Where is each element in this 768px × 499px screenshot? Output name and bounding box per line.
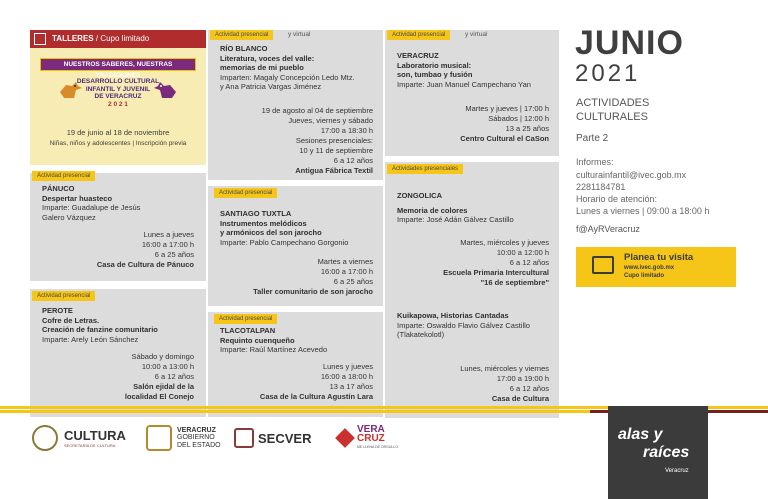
flower-icon: [335, 428, 355, 448]
activity-tag: Actividad presencial: [214, 314, 277, 324]
poster-line: DESARROLLO CULTURAL: [76, 78, 160, 85]
cultura-sub: SECRETARÍA DE CULTURA: [64, 443, 116, 448]
schedule-perote: [42, 352, 194, 402]
computer-hand-icon: [592, 256, 614, 274]
workshop-icon: [34, 33, 46, 45]
schedule-note: 10 y 11 de septiembre: [299, 146, 373, 155]
schedule-age: 6 a 25 años: [154, 250, 194, 259]
event-title: son, tumbao y fusión: [397, 70, 473, 79]
cultura-text: CULTURA: [64, 428, 126, 443]
event-instructor: Imparten: Magaly Concepción Ledo Mtz.: [220, 72, 355, 82]
event-instructor: Imparte: Juan Manuel Campechano Yan: [397, 79, 531, 89]
event-city: SANTIAGO TUXTLA: [220, 209, 292, 218]
event-title: Creación de fanzine comunitario: [42, 325, 158, 334]
event-instructor: Imparte: José Adán Gálvez Castillo: [397, 215, 514, 224]
year-title: 2021: [575, 60, 641, 87]
schedule-venue: "16 de septiembre": [480, 278, 549, 287]
activity-tag: Actividad presencial: [214, 188, 277, 198]
schedule-santiago-tuxtla: [212, 257, 373, 297]
contact-phone: 2281184781: [576, 182, 626, 192]
schedule-age: 13 a 17 años: [329, 382, 373, 391]
event-title: y armónicos del son jarocho: [220, 228, 322, 237]
schedule-time: 16:00 a 18:00 h: [320, 372, 373, 381]
activity-tag: Actividades presenciales: [387, 164, 463, 174]
poster-line: DE VERACRUZ: [94, 93, 142, 100]
event-zongolica: [397, 191, 557, 225]
schedule-venue: Casa de Cultura: [491, 394, 549, 403]
event-veracruz: [397, 51, 557, 89]
event-instructor: Imparte: Guadalupe de Jesús: [42, 203, 141, 212]
schedule-days: Martes a viernes: [317, 257, 373, 266]
hours-value: Lunes a viernes | 09:00 a 18:00 h: [576, 206, 710, 216]
footer-stripe: [0, 410, 590, 413]
schedule-dates: 19 de agosto al 04 de septiembre: [261, 106, 373, 115]
activity-tag: Actividad presencial: [387, 30, 450, 40]
schedule-age: 6 a 12 años: [509, 384, 549, 393]
event-title: memorias de mi pueblo: [220, 63, 304, 72]
talleres-poster: [30, 48, 206, 165]
event-perote: [42, 306, 202, 344]
poster-line: INFANTIL Y JUVENIL: [85, 85, 151, 93]
event-title: Memoria de colores: [397, 205, 468, 215]
visit-url[interactable]: www.ivec.gob.mx: [624, 265, 675, 271]
schedule-venue: Taller comunitario de son jarocho: [253, 287, 373, 296]
plan-visit-box[interactable]: [576, 247, 736, 287]
schedule-days: Lunes a jueves: [143, 230, 194, 239]
event-title: Cofre de Letras.: [42, 315, 100, 325]
schedule-venue: localidad El Conejo: [124, 392, 194, 401]
activity-tag: Actividad presencial: [32, 291, 95, 301]
schedule-days: Lunes, miércoles y viernes: [460, 364, 549, 373]
schedule-time: 16:00 a 17:00 h: [141, 240, 194, 249]
event-santiago-tuxtla: [220, 209, 380, 247]
alas-y-raices-logo: [608, 406, 708, 499]
schedule-time: 10:00 a 13:00 h: [141, 362, 194, 371]
poster-audience: Niñas, niños y adolescentes | Inscripción previa: [49, 140, 187, 147]
schedule-age: 6 a 12 años: [154, 372, 194, 381]
social-handle[interactable]: f@AyRVeracruz: [576, 224, 640, 234]
activity-tag-virtual: y virtual: [288, 31, 311, 38]
schedule-time: Sábados | 12:00 h: [488, 114, 549, 123]
schedule-time: 17:00 a 19:00 h: [496, 374, 549, 383]
event-city: VERACRUZ: [397, 51, 439, 60]
event-tlacotalpan: [220, 326, 380, 355]
logo-secver: [234, 418, 311, 458]
schedule-venue: Salón ejidal de la: [133, 382, 194, 391]
event-city: ZONGOLICA: [397, 191, 442, 200]
event-instructor: Imparte: Arely León Sánchez: [42, 334, 139, 344]
schedule-time: 17:00 a 18:30 h: [320, 126, 373, 135]
hours-label: Horario de atención:: [576, 194, 658, 204]
schedule-age: 6 a 12 años: [509, 258, 549, 267]
event-title: Laboratorio musical:: [397, 60, 472, 70]
poster-title: [30, 78, 206, 108]
vera-sub: ME LLENA DE ORGULLO: [357, 444, 399, 449]
event-instructor: Imparte: Raúl Martínez Acevedo: [220, 345, 328, 354]
poster-line: 2 0 2 1: [108, 100, 128, 108]
schedule-venue: Centro Cultural el CaSon: [460, 134, 549, 143]
event-title: Instrumentos melódicos: [220, 218, 307, 228]
event-instructor: Galero Vázquez: [42, 212, 96, 222]
alas-text: alas y: [618, 426, 663, 443]
event-instructor: Imparte: Pablo Campechano Gorgonio: [220, 237, 349, 247]
activity-tag: Actividad presencial: [32, 171, 95, 181]
schedule-veracruz: [389, 104, 549, 144]
activity-tag: Actividad presencial: [210, 30, 273, 40]
schedule-kuikapowa: [389, 364, 549, 404]
cruz-text: CRUZ: [357, 432, 385, 444]
logo-vera-cruz: [338, 418, 398, 458]
schedule-venue: Antigua Fábrica Textil: [295, 166, 373, 175]
schedule-days: Martes y jueves | 17:00 h: [465, 104, 549, 113]
schedule-days: Martes, miércoles y jueves: [460, 238, 549, 247]
schedule-age: 13 a 25 años: [505, 124, 549, 133]
schedule-age: 6 a 25 años: [333, 277, 373, 286]
estado-text: DEL ESTADO: [177, 441, 221, 449]
event-instructor: y Ana Patricia Vargas Jiménez: [220, 82, 322, 91]
visit-title: Planea tu visita: [624, 252, 694, 263]
schedule-panuco: [42, 230, 194, 270]
schedule-tlacotalpan: [212, 362, 373, 402]
event-panuco: [42, 184, 202, 222]
schedule-time: 10:00 a 12:00 h: [496, 248, 549, 257]
raices-text: raíces: [643, 444, 690, 461]
activities-label-2: CULTURALES: [576, 111, 648, 123]
schedule-age: 6 a 12 años: [333, 156, 373, 165]
visit-note: Cupo limitado: [624, 273, 664, 279]
event-city: RÍO BLANCO: [220, 44, 268, 53]
event-rio-blanco: [220, 44, 380, 92]
event-instructor: (Tlakatekolotl): [397, 330, 445, 339]
talleres-header: [30, 30, 206, 48]
talleres-label: TALLERES: [52, 34, 94, 43]
schedule-note: Sesiones presenciales:: [295, 136, 373, 145]
logo-cultura: [32, 418, 126, 458]
secver-text: SECVER: [258, 430, 312, 446]
poster-banner: NUESTROS SABERES, NUESTRAS TRADICIONES: [40, 58, 196, 71]
vera-text: VERA: [357, 423, 385, 435]
veracruz-small-text: Veracruz: [665, 468, 689, 474]
event-title: Requinto cuenqueño: [220, 335, 295, 345]
schedule-days: Jueves, viernes y sábado: [288, 116, 373, 125]
mexico-seal-icon: [32, 425, 58, 451]
activities-label: ACTIVIDADES: [576, 97, 650, 109]
contact-email[interactable]: culturainfantil@ivec.gob.mx: [576, 170, 687, 180]
event-title: Literatura, voces del valle:: [220, 53, 315, 63]
event-city: TLACOTALPAN: [220, 326, 276, 335]
schedule-days: Sábado y domingo: [131, 352, 194, 361]
poster-dates: 19 de junio al 18 de noviembre: [66, 128, 170, 137]
part-label: Parte 2: [576, 133, 609, 144]
event-city: PEROTE: [42, 306, 73, 315]
schedule-venue: Escuela Primaria Intercultural: [443, 268, 549, 277]
event-instructor: Imparte: Oswaldo Flavio Gálvez Castillo: [397, 320, 530, 330]
schedule-zongolica: [389, 238, 549, 288]
secver-icon: [234, 428, 254, 448]
schedule-time: 16:00 a 17:00 h: [320, 267, 373, 276]
veracruz-text: VERACRUZ: [177, 426, 216, 434]
event-kuikapowa: [397, 311, 557, 340]
schedule-days: Lunes y jueves: [322, 362, 373, 371]
month-title: JUNIO: [575, 24, 684, 62]
schedule-venue: Casa de la Cultura Agustín Lara: [259, 392, 373, 401]
gobierno-text: GOBIERNO: [177, 434, 215, 442]
talleres-sub: / Cupo limitado: [95, 34, 150, 43]
event-city: PÁNUCO: [42, 184, 75, 193]
schedule-rio-blanco: [212, 106, 373, 176]
event-title: Kuikapowa, Historias Cantadas: [397, 311, 509, 320]
logo-veracruz-gobierno: [146, 418, 221, 458]
schedule-venue: Casa de Cultura de Pánuco: [96, 260, 194, 269]
event-title: Despertar huasteco: [42, 193, 113, 203]
info-label: Informes:: [576, 157, 614, 167]
veracruz-shield-icon: [146, 425, 172, 451]
activity-tag-virtual: y virtual: [465, 31, 488, 38]
